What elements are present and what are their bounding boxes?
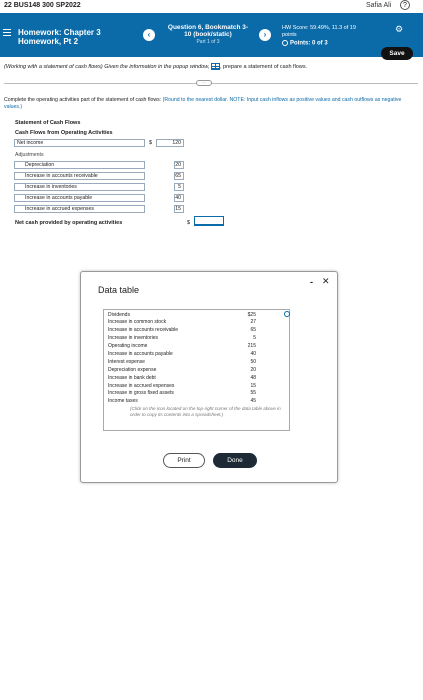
net-cash-dollar: $	[187, 220, 191, 226]
adjustment-label: Increase in accounts receivable	[14, 172, 145, 180]
row-value: 65	[250, 327, 256, 333]
data-table-dialog	[80, 271, 338, 483]
row-label: Increase in accounts receivable	[108, 327, 179, 333]
row-label: Interest expense	[108, 359, 145, 365]
row-value: 15	[250, 383, 256, 389]
copy-note: (Click on the icon located on the top-right corner of the data table above in order to copy its contents into a spreadsheet.)	[130, 406, 281, 417]
row-label: Increase in accrued expenses	[108, 383, 175, 389]
row-label: Income taxes	[108, 398, 138, 404]
points-status	[282, 40, 382, 48]
row-label: Operating income	[108, 343, 148, 349]
row-value: $25	[247, 312, 256, 318]
help-icon[interactable]: ?	[400, 0, 410, 10]
instruction-end: , prepare a statement of cash flows.	[219, 63, 308, 70]
row-label: Depreciation expense	[108, 367, 157, 373]
row-value: 48	[250, 375, 256, 381]
expand-handle[interactable]: ···	[196, 80, 212, 86]
done-button[interactable]: Done	[213, 453, 257, 468]
user-name[interactable]: Safia Ali	[366, 2, 392, 9]
instruction-main: (Working with a statement of cash flows) Given the information in the popup window,	[4, 63, 210, 70]
hw-score	[282, 25, 382, 48]
prompt-hint: (Round to the nearest dollar. NOTE: Input cash inflows as positive values and cash outflows as negative values.)	[4, 97, 402, 110]
net-cash-label: Net cash provided by operating activities	[15, 220, 123, 226]
homework-header	[0, 13, 423, 57]
hw-score-line1: HW Score: 59.49%, 11.3 of 19	[282, 25, 356, 31]
adjustment-label: Depreciation	[14, 161, 145, 169]
row-value: 40	[250, 351, 256, 357]
dialog-title: Data table	[98, 285, 140, 295]
row-label: Increase in common stock	[108, 319, 167, 325]
adjustments-label: Adjustments	[15, 152, 44, 158]
row-label: Increase in bank debt	[108, 375, 156, 381]
row-label: Increase in accounts payable	[108, 351, 173, 357]
hw-score-line2: points	[282, 32, 297, 38]
points-circle-icon	[282, 40, 288, 46]
net-cash-input[interactable]	[194, 216, 224, 226]
instruction-text	[4, 63, 307, 70]
points-text: Points: 0 of 3	[290, 40, 328, 47]
row-value: 55	[250, 390, 256, 396]
statement-title: Statement of Cash Flows	[15, 120, 81, 126]
adjustment-value: 15	[174, 205, 184, 213]
question-prompt	[4, 97, 418, 111]
question-info[interactable]	[160, 24, 256, 46]
save-button[interactable]: Save	[381, 47, 413, 60]
adjustment-value: 5	[174, 183, 184, 191]
question-title-line2: 10 (book/static)	[184, 31, 232, 38]
menu-icon[interactable]	[3, 29, 11, 36]
question-part: Part 1 of 3	[196, 39, 220, 45]
gear-icon[interactable]: ⚙	[395, 24, 404, 34]
row-label: Increase in inventories	[108, 335, 159, 341]
row-value: 5	[253, 335, 256, 341]
adjustment-value: 65	[174, 172, 184, 180]
row-value: 50	[250, 359, 256, 365]
row-value: 45	[250, 398, 256, 404]
homework-title-line1: Homework: Chapter 3	[18, 28, 101, 37]
copy-table-icon[interactable]	[284, 311, 290, 317]
row-value: 27	[250, 319, 256, 325]
adjustment-label: Increase in accrued expenses	[14, 205, 145, 213]
row-value: 20	[250, 367, 256, 373]
net-income-dollar: $	[149, 140, 153, 146]
row-label: Dividends	[108, 312, 130, 318]
homework-title	[18, 28, 101, 46]
operating-section-title: Cash Flows from Operating Activities	[15, 130, 113, 136]
top-bar	[0, 0, 423, 12]
next-question-button[interactable]: ›	[259, 29, 271, 41]
adjustment-label: Increase in inventories	[14, 183, 145, 191]
net-income-label: Net income	[14, 139, 145, 147]
course-name: 22 BUS148 300 SP2022	[4, 2, 81, 9]
print-button[interactable]: Print	[163, 453, 205, 468]
question-title-line1: Question 6, Bookmatch 3-	[167, 24, 249, 31]
row-label: Increase in gross fixed assets	[108, 390, 174, 396]
prompt-main: Complete the operating activities part of the statement of cash flows:	[4, 97, 163, 103]
homework-title-line2: Homework, Pt 2	[18, 37, 79, 46]
row-value: 215	[247, 343, 256, 349]
close-icon[interactable]: ✕	[322, 276, 330, 286]
adjustment-value: 40	[174, 194, 184, 202]
adjustment-value: 20	[174, 161, 184, 169]
minimize-icon[interactable]: -	[310, 277, 313, 287]
previous-question-button[interactable]: ‹	[143, 29, 155, 41]
adjustment-label: Increase in accounts payable	[14, 194, 145, 202]
net-income-value: 120	[156, 139, 184, 147]
data-table-icon[interactable]	[211, 63, 220, 70]
